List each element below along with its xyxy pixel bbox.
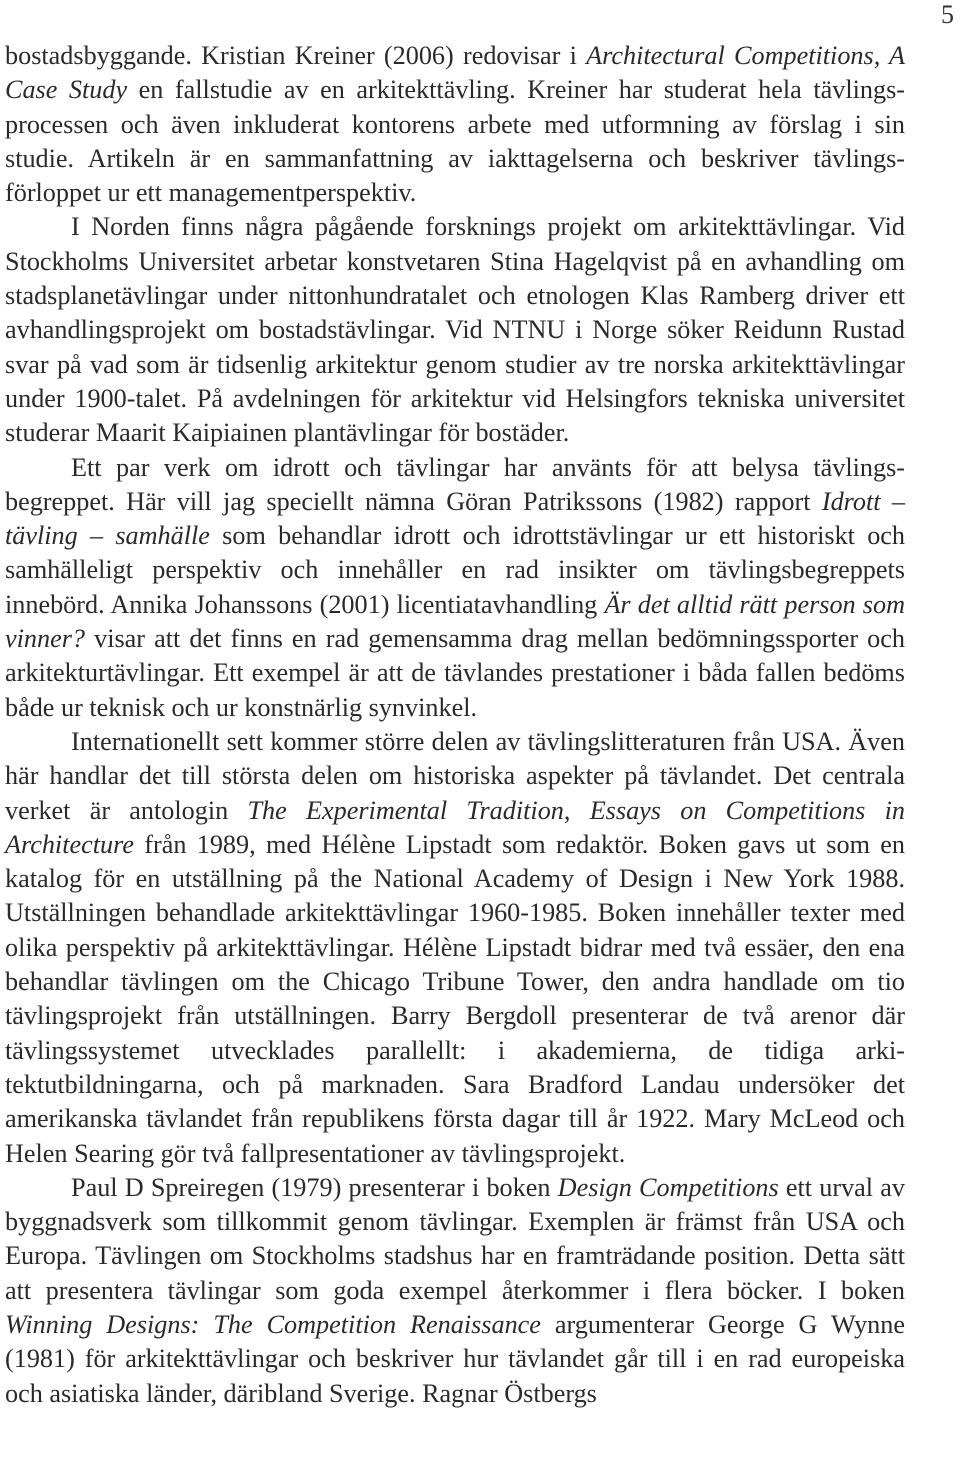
paragraph <box>5 210 905 450</box>
paragraph <box>5 1171 905 1411</box>
text-run: Internationellt sett kommer större delen av tävlingslitteraturen från USA. Även här handlar det till största delen om historiska aspekter på tävlandet. Det centrala verket är antologin <box>5 726 905 825</box>
text-run: som behandlar idrott och idrottstävlingar ur ett historiskt och samhälleligt perspektiv och innehåller en rad insikter om tävlingsbegreppets innebörd. Annika Johanssons (2001) licentiatavhandling <box>5 521 906 619</box>
page-number: 5 <box>941 0 954 29</box>
italic-title: Architectural Competitions, A Case Study <box>5 41 905 105</box>
text-run: Paul D Spreiregen (1979) presenterar i boken <box>71 1172 558 1202</box>
text-run: visar att det finns en rad gemensamma drag mellan bedömningssporter och arkitekturtävlingar. Ett exempel är att de tävlandes prestationer i båda fallen bedöms både ur teknisk och ur konstnärlig synvinkel. <box>5 624 905 722</box>
paragraph <box>5 725 905 1171</box>
italic-title: Winning Designs: The Competition Renaissance <box>5 1309 541 1339</box>
text-run: från 1989, med Hélène Lipstadt som redaktör. Boken gavs ut som en katalog för en utställning på the National Academy of Design i New York 1988. Utställningen behandlade arkitekttävlingar 1960-1985. Boken innehåller texter med olika perspektiv på arkitekttävlingar. Hélène Lipstadt bidrar med två essäer, den ena behandlar tävlingen om the Chicago Tribune Tower, den andra handlade om tio tävlingsprojekt från utställningen. Barry Bergdoll presenterar de två arenor där tävlingssystemet utvecklades parallellt: i akademierna, de tidiga arkitektutbildningarna, och på marknaden. Sara Bradford Landau undersöker det amerikanska tävlandet från republikens första dagar till år 1922. Mary McLeod och Helen Searing gör två fallpresentationer av tävlingsprojekt. <box>5 829 905 1168</box>
body-text <box>5 39 905 1411</box>
text-run: ett urval av byggnadsverk som tillkommit genom tävlingar. Exemplen är främst från USA och Europa. Tävlingen om Stockholms stadshus har en framträdande position. Detta sätt att presentera tävlingar som goda exempel återkommer i flera böcker. I boken <box>5 1172 905 1305</box>
text-run: I Norden finns några pågående forsknings projekt om arkitekttävlingar. Vid Stockholms Universitet arbetar konstvetaren Stina Hagelqvist på en avhandling om stadsplanetävlingar under nittonhundratalet och etnologen Klas Ramberg driver ett avhandlingsprojekt om bostadstävlingar. Vid NTNU i Norge söker Reidunn Rustad svar på vad som är tidsenlig arkitektur genom studier av tre norska arkitekttävlingar under 1900-talet. På avdelningen för arkitektur vid Helsingfors tekniska universitet studerar Maarit Kaipiainen plantävlingar för bostäder. <box>5 212 905 448</box>
text-run: en fallstudie av en arkitekttävling. Kreiner har studerat hela tävlingsprocessen och även inkluderat kontorens arbete med utformning av förslag i sin studie. Artikeln är en sammanfattning av iakttagelserna och beskriver tävlingsförloppet ur ett managementperspektiv. <box>5 75 906 208</box>
italic-title: The Experimental Tradition, Essays on Competitions in Architecture <box>5 795 905 859</box>
text-run: argumenterar George G Wynne (1981) för arkitekttävlingar och beskriver hur tävlandet går till i en rad europeiska och asiatiska länder, däribland Sverige. Ragnar Östbergs <box>5 1309 905 1408</box>
paragraph <box>5 39 905 210</box>
italic-title: Är det alltid rätt person som vinner? <box>5 589 905 654</box>
italic-title: Idrott – tävling – samhälle <box>5 486 905 551</box>
text-run: bostadsbyggande. Kristian Kreiner (2006) redovisar i <box>5 41 587 70</box>
italic-title: Design Competitions <box>557 1172 779 1202</box>
paragraph <box>5 451 905 725</box>
text-run: Ett par verk om idrott och tävlingar har använts för att belysa tävlingsbegreppet. Här vill jag speciellt nämna Göran Patrikssons (1982) rapport <box>5 452 905 516</box>
